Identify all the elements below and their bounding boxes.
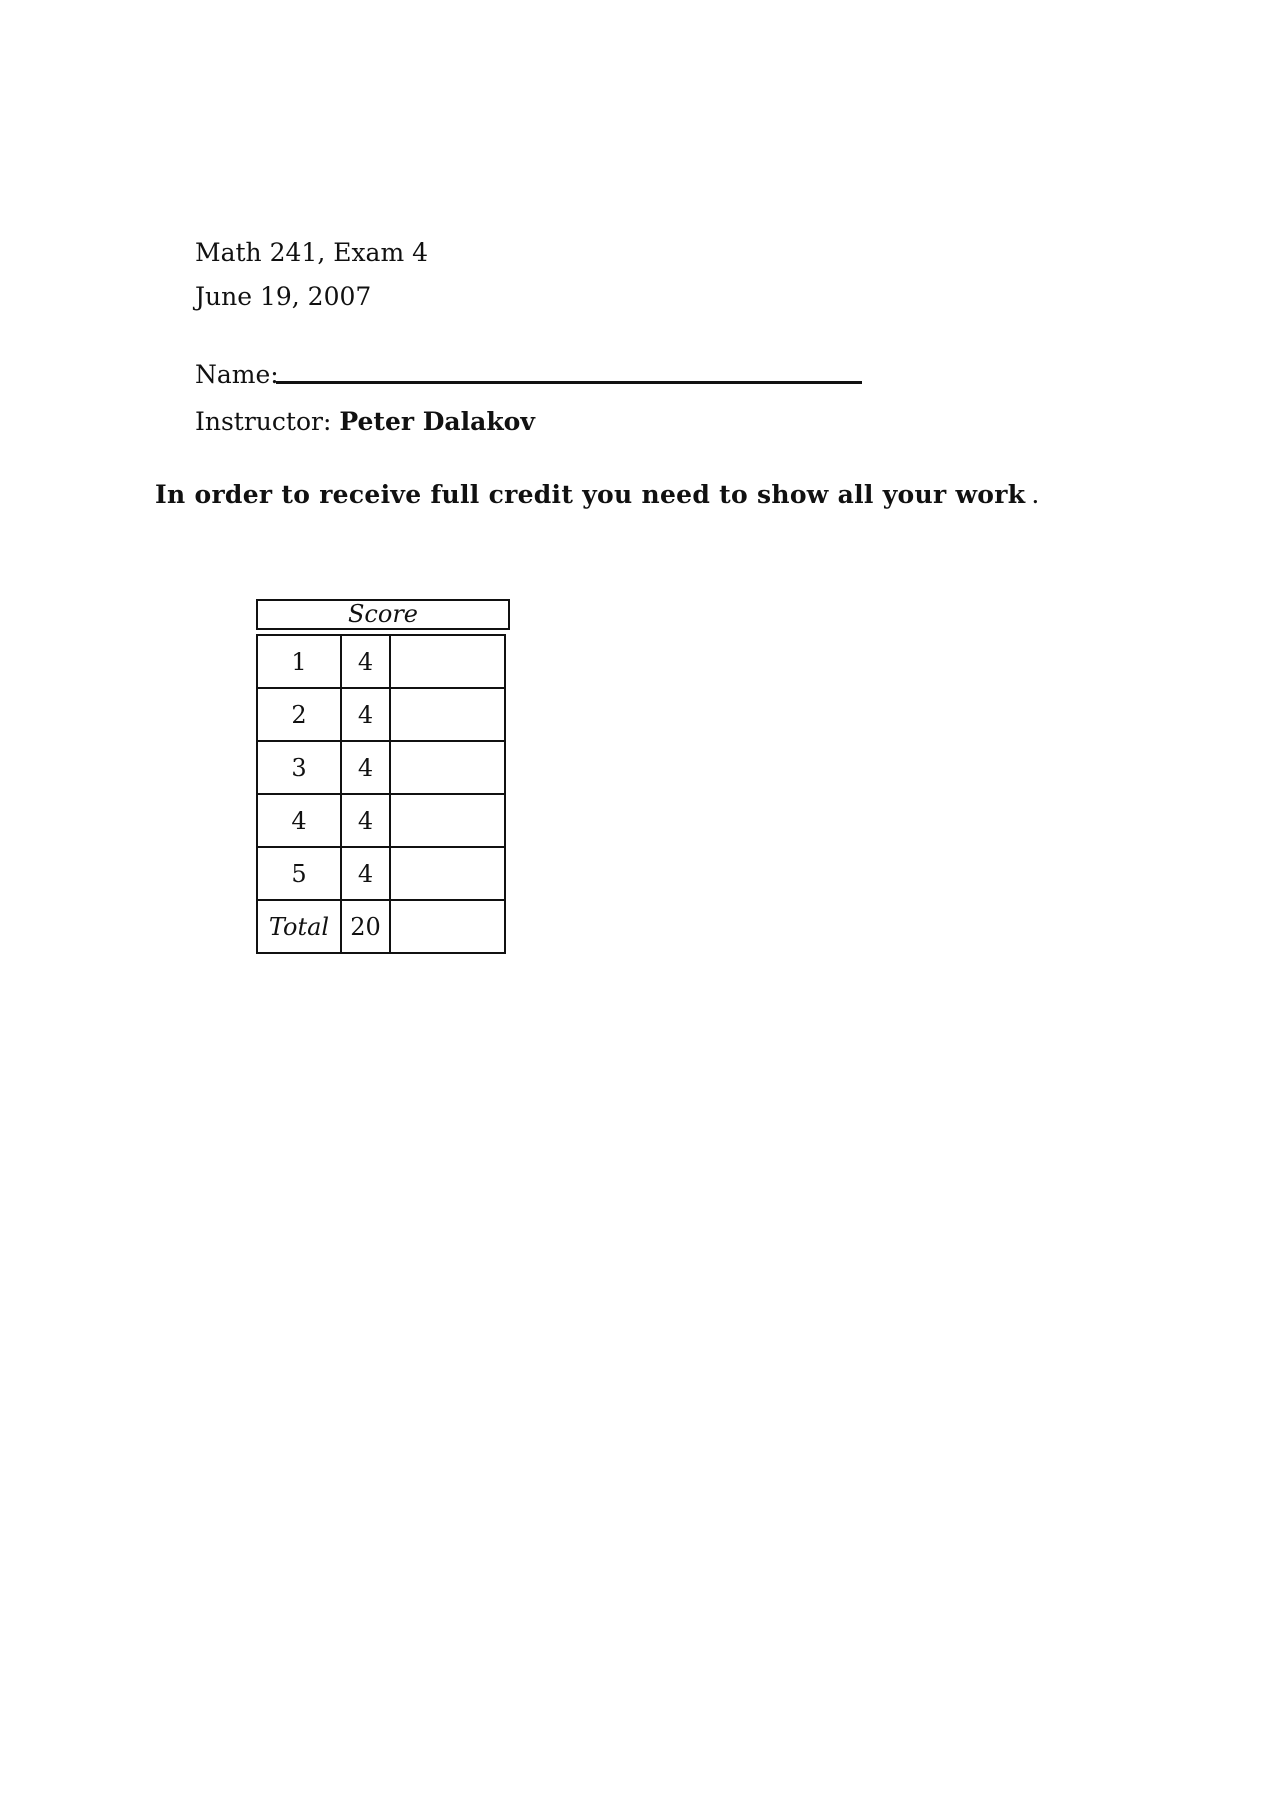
total-points: 20 (341, 900, 390, 953)
total-score (390, 900, 505, 953)
table-row (257, 847, 505, 900)
question-score (390, 688, 505, 741)
question-score (390, 794, 505, 847)
table-row (257, 741, 505, 794)
total-label: Total (257, 900, 341, 953)
question-points: 4 (341, 688, 390, 741)
score-table (256, 634, 506, 954)
instructor-name: Peter Dalakov (339, 407, 535, 436)
question-points: 4 (341, 635, 390, 688)
question-points: 4 (341, 847, 390, 900)
credit-notice-text: In order to receive full credit you need to show all your work (155, 480, 1026, 509)
name-label: Name: (195, 360, 279, 389)
score-table-title: Score (256, 599, 510, 630)
question-points: 4 (341, 741, 390, 794)
question-number: 4 (257, 794, 341, 847)
question-number: 1 (257, 635, 341, 688)
question-number: 3 (257, 741, 341, 794)
credit-notice (155, 480, 1040, 510)
credit-notice-period: . (1031, 480, 1040, 509)
table-row (257, 688, 505, 741)
table-row (257, 635, 505, 688)
question-number: 2 (257, 688, 341, 741)
instructor-label: Instructor: (195, 407, 332, 436)
table-row (257, 794, 505, 847)
exam-date: June 19, 2007 (195, 282, 372, 311)
course-title: Math 241, Exam 4 (195, 238, 429, 267)
question-score (390, 635, 505, 688)
instructor-row (195, 407, 535, 437)
question-points: 4 (341, 794, 390, 847)
question-score (390, 741, 505, 794)
question-number: 5 (257, 847, 341, 900)
name-blank-line (276, 381, 862, 384)
question-score (390, 847, 505, 900)
total-row (257, 900, 505, 953)
